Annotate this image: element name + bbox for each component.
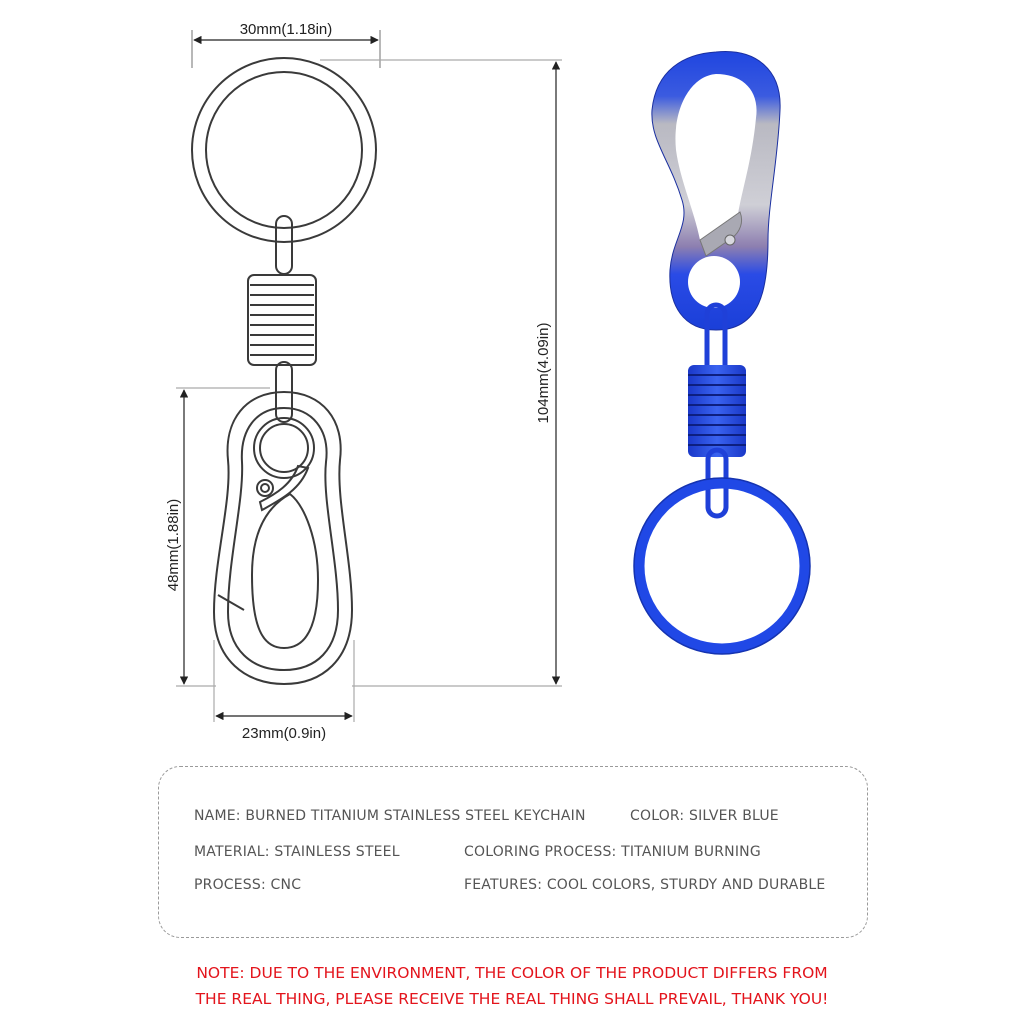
spec-coloring-process: COLORING PROCESS: TITANIUM BURNING: [464, 844, 761, 860]
total-length-label: 104mm(4.09in): [535, 322, 552, 424]
line-carabiner: [214, 392, 352, 684]
clip-width-label: 23mm(0.9in): [241, 725, 327, 742]
note-line-1: NOTE: DUE TO THE ENVIRONMENT, THE COLOR OF THE PRODUCT DIFFERS FROM: [196, 964, 828, 982]
spec-name: NAME: BURNED TITANIUM STAINLESS STEEL KEYCHAIN: [194, 808, 586, 824]
note-line-2: THE REAL THING, PLEASE RECEIVE THE REAL THING SHALL PREVAIL, THANK YOU!: [195, 990, 829, 1008]
dimension-lines: [176, 30, 562, 722]
spec-color: COLOR: SILVER BLUE: [630, 808, 779, 824]
line-link-top: [276, 216, 292, 274]
photo-carabiner: [652, 52, 780, 330]
keychain-product-photo: [634, 52, 810, 654]
line-key-ring: [192, 58, 376, 242]
spec-material: MATERIAL: STAINLESS STEEL: [194, 844, 400, 860]
spec-features: FEATURES: COOL COLORS, STURDY AND DURABLE: [464, 877, 826, 893]
line-spring: [248, 275, 316, 365]
clip-length-label: 48mm(1.88in): [165, 498, 182, 592]
photo-key-ring: [634, 478, 810, 654]
spec-process: PROCESS: CNC: [194, 877, 302, 893]
ring-width-label: 30mm(1.18in): [239, 21, 333, 38]
keychain-line-drawing: [192, 58, 376, 684]
photo-spring: [688, 365, 746, 457]
